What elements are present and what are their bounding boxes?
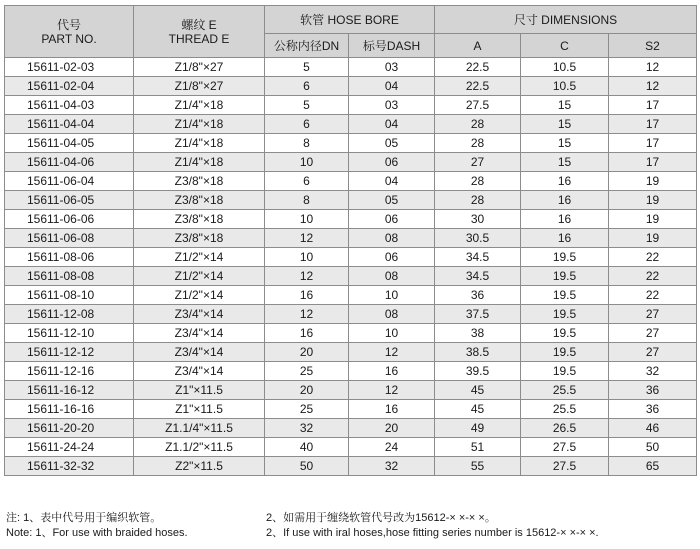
- dn-cell: 32: [265, 419, 349, 438]
- a-cell: 27: [435, 153, 521, 172]
- s2-cell: 19: [609, 229, 697, 248]
- header-dn: 公称内径DN: [265, 34, 349, 58]
- dn-cell: 25: [265, 362, 349, 381]
- part-no-cell: 15611-16-16: [5, 400, 134, 419]
- part-no-cell: 15611-02-04: [5, 77, 134, 96]
- dn-cell: 12: [265, 305, 349, 324]
- part-no-cell: 15611-06-06: [5, 210, 134, 229]
- s2-cell: 27: [609, 324, 697, 343]
- dn-cell: 6: [265, 115, 349, 134]
- part-no-cell: 15611-32-32: [5, 457, 134, 476]
- dn-cell: 5: [265, 96, 349, 115]
- table-row: [5, 229, 697, 248]
- table-row: [5, 324, 697, 343]
- part-no-cell: 15611-12-10: [5, 324, 134, 343]
- table-row: [5, 248, 697, 267]
- thread-cell: Z3/4"×14: [134, 324, 265, 343]
- header-a: A: [435, 34, 521, 58]
- dash-cell: 08: [349, 305, 435, 324]
- header-part-no-en: PART NO.: [41, 31, 97, 46]
- part-no-cell: 15611-12-12: [5, 343, 134, 362]
- part-no-cell: 15611-12-08: [5, 305, 134, 324]
- dn-cell: 10: [265, 210, 349, 229]
- dash-cell: 04: [349, 115, 435, 134]
- dn-cell: 16: [265, 324, 349, 343]
- c-cell: 15: [521, 115, 609, 134]
- dash-cell: 04: [349, 172, 435, 191]
- a-cell: 45: [435, 400, 521, 419]
- thread-cell: Z1/2"×14: [134, 267, 265, 286]
- thread-cell: Z3/8"×18: [134, 210, 265, 229]
- dn-cell: 5: [265, 58, 349, 77]
- dash-cell: 06: [349, 153, 435, 172]
- table-row: [5, 400, 697, 419]
- s2-cell: 12: [609, 58, 697, 77]
- c-cell: 25.5: [521, 381, 609, 400]
- thread-cell: Z1/8"×27: [134, 77, 265, 96]
- part-no-cell: 15611-12-16: [5, 362, 134, 381]
- table-row: [5, 153, 697, 172]
- header-dimensions: 尺寸 DIMENSIONS: [435, 6, 697, 34]
- s2-cell: 46: [609, 419, 697, 438]
- c-cell: 19.5: [521, 267, 609, 286]
- c-cell: 16: [521, 191, 609, 210]
- dash-cell: 20: [349, 419, 435, 438]
- c-cell: 27.5: [521, 438, 609, 457]
- dash-cell: 05: [349, 134, 435, 153]
- table-row: [5, 96, 697, 115]
- dash-cell: 04: [349, 77, 435, 96]
- header-hose-bore: 软管 HOSE BORE: [265, 6, 435, 34]
- a-cell: 30.5: [435, 229, 521, 248]
- table-body: [5, 58, 697, 476]
- header-dash: 标号DASH: [349, 34, 435, 58]
- c-cell: 19.5: [521, 343, 609, 362]
- s2-cell: 50: [609, 438, 697, 457]
- c-cell: 16: [521, 229, 609, 248]
- thread-cell: Z1/2"×14: [134, 286, 265, 305]
- dash-cell: 32: [349, 457, 435, 476]
- table-row: [5, 172, 697, 191]
- header-c: C: [521, 34, 609, 58]
- thread-cell: Z1/8"×27: [134, 58, 265, 77]
- s2-cell: 27: [609, 305, 697, 324]
- thread-cell: Z1/4"×18: [134, 115, 265, 134]
- dash-cell: 08: [349, 229, 435, 248]
- table-row: [5, 210, 697, 229]
- a-cell: 37.5: [435, 305, 521, 324]
- header-part-no-zh: 代号: [56, 17, 81, 32]
- header-thread: [134, 6, 265, 58]
- s2-cell: 19: [609, 172, 697, 191]
- s2-cell: 19: [609, 210, 697, 229]
- thread-cell: Z3/4"×14: [134, 305, 265, 324]
- table-row: [5, 305, 697, 324]
- notes-line-zh: [6, 511, 696, 526]
- table-row: [5, 286, 697, 305]
- a-cell: 27.5: [435, 96, 521, 115]
- header-part-no: [5, 6, 134, 58]
- dash-cell: 12: [349, 343, 435, 362]
- thread-cell: Z1/4"×18: [134, 153, 265, 172]
- s2-cell: 22: [609, 248, 697, 267]
- c-cell: 25.5: [521, 400, 609, 419]
- thread-cell: Z1/4"×18: [134, 96, 265, 115]
- dash-cell: 08: [349, 267, 435, 286]
- dn-cell: 40: [265, 438, 349, 457]
- a-cell: 49: [435, 419, 521, 438]
- a-cell: 36: [435, 286, 521, 305]
- s2-cell: 17: [609, 134, 697, 153]
- a-cell: 28: [435, 172, 521, 191]
- dash-cell: 06: [349, 248, 435, 267]
- thread-cell: Z1/2"×14: [134, 248, 265, 267]
- part-no-cell: 15611-06-05: [5, 191, 134, 210]
- part-no-cell: 15611-24-24: [5, 438, 134, 457]
- dash-cell: 24: [349, 438, 435, 457]
- thread-cell: Z2"×11.5: [134, 457, 265, 476]
- table-row: [5, 267, 697, 286]
- a-cell: 38.5: [435, 343, 521, 362]
- table-row: [5, 77, 697, 96]
- dn-cell: 10: [265, 248, 349, 267]
- dn-cell: 50: [265, 457, 349, 476]
- dn-cell: 20: [265, 381, 349, 400]
- c-cell: 15: [521, 153, 609, 172]
- a-cell: 39.5: [435, 362, 521, 381]
- table-row: [5, 362, 697, 381]
- thread-cell: Z1.1/2"×11.5: [134, 438, 265, 457]
- notes: [6, 511, 696, 541]
- dn-cell: 25: [265, 400, 349, 419]
- table-row: [5, 419, 697, 438]
- a-cell: 28: [435, 134, 521, 153]
- c-cell: 15: [521, 96, 609, 115]
- c-cell: 15: [521, 134, 609, 153]
- thread-cell: Z1"×11.5: [134, 400, 265, 419]
- dash-cell: 10: [349, 324, 435, 343]
- c-cell: 26.5: [521, 419, 609, 438]
- thread-cell: Z1"×11.5: [134, 381, 265, 400]
- a-cell: 28: [435, 115, 521, 134]
- dn-cell: 8: [265, 191, 349, 210]
- c-cell: 10.5: [521, 77, 609, 96]
- notes-line-en: [6, 526, 696, 541]
- thread-cell: Z3/4"×14: [134, 343, 265, 362]
- thread-cell: Z3/8"×18: [134, 172, 265, 191]
- a-cell: 34.5: [435, 267, 521, 286]
- header-s2: S2: [609, 34, 697, 58]
- part-no-cell: 15611-08-10: [5, 286, 134, 305]
- c-cell: 19.5: [521, 286, 609, 305]
- s2-cell: 17: [609, 96, 697, 115]
- a-cell: 30: [435, 210, 521, 229]
- table-row: [5, 343, 697, 362]
- dash-cell: 16: [349, 400, 435, 419]
- a-cell: 22.5: [435, 58, 521, 77]
- a-cell: 28: [435, 191, 521, 210]
- c-cell: 27.5: [521, 457, 609, 476]
- c-cell: 19.5: [521, 324, 609, 343]
- part-no-cell: 15611-06-08: [5, 229, 134, 248]
- s2-cell: 19: [609, 191, 697, 210]
- note-zh-2: 2、如需用于缠绕软管代号改为15612-× ×-× ×。: [266, 512, 496, 524]
- dn-cell: 20: [265, 343, 349, 362]
- note-en-2: 2、If use with iral hoses,hose fitting series number is 15612-× ×-× ×.: [266, 527, 599, 539]
- dn-cell: 8: [265, 134, 349, 153]
- s2-cell: 12: [609, 77, 697, 96]
- a-cell: 55: [435, 457, 521, 476]
- part-no-cell: 15611-02-03: [5, 58, 134, 77]
- dn-cell: 16: [265, 286, 349, 305]
- header-thread-zh: 螺纹 E: [181, 17, 217, 32]
- table-row: [5, 381, 697, 400]
- dash-cell: 03: [349, 58, 435, 77]
- a-cell: 34.5: [435, 248, 521, 267]
- part-no-cell: 15611-04-03: [5, 96, 134, 115]
- part-no-cell: 15611-08-06: [5, 248, 134, 267]
- table-header: [5, 6, 697, 58]
- dash-cell: 06: [349, 210, 435, 229]
- s2-cell: 65: [609, 457, 697, 476]
- s2-cell: 36: [609, 381, 697, 400]
- part-no-cell: 15611-04-05: [5, 134, 134, 153]
- thread-cell: Z1/4"×18: [134, 134, 265, 153]
- dash-cell: 12: [349, 381, 435, 400]
- part-no-cell: 15611-04-06: [5, 153, 134, 172]
- c-cell: 19.5: [521, 305, 609, 324]
- table-row: [5, 457, 697, 476]
- dn-cell: 12: [265, 229, 349, 248]
- header-thread-en: THREAD E: [168, 31, 230, 46]
- a-cell: 22.5: [435, 77, 521, 96]
- s2-cell: 22: [609, 286, 697, 305]
- s2-cell: 22: [609, 267, 697, 286]
- dn-cell: 12: [265, 267, 349, 286]
- c-cell: 16: [521, 172, 609, 191]
- table-row: [5, 134, 697, 153]
- c-cell: 16: [521, 210, 609, 229]
- part-no-cell: 15611-20-20: [5, 419, 134, 438]
- spec-table: [4, 5, 697, 476]
- dn-cell: 10: [265, 153, 349, 172]
- table-row: [5, 438, 697, 457]
- dash-cell: 10: [349, 286, 435, 305]
- part-no-cell: 15611-04-04: [5, 115, 134, 134]
- dn-cell: 6: [265, 172, 349, 191]
- dash-cell: 16: [349, 362, 435, 381]
- a-cell: 51: [435, 438, 521, 457]
- dash-cell: 05: [349, 191, 435, 210]
- s2-cell: 17: [609, 115, 697, 134]
- note-en-1: Note: 1、For use with braided hoses.: [6, 527, 188, 539]
- a-cell: 38: [435, 324, 521, 343]
- part-no-cell: 15611-16-12: [5, 381, 134, 400]
- a-cell: 45: [435, 381, 521, 400]
- s2-cell: 27: [609, 343, 697, 362]
- part-no-cell: 15611-08-08: [5, 267, 134, 286]
- thread-cell: Z3/8"×18: [134, 191, 265, 210]
- thread-cell: Z1.1/4"×11.5: [134, 419, 265, 438]
- s2-cell: 32: [609, 362, 697, 381]
- note-zh-1: 注: 1、表中代号用于编织软管。: [6, 512, 162, 524]
- c-cell: 10.5: [521, 58, 609, 77]
- part-no-cell: 15611-06-04: [5, 172, 134, 191]
- table-row: [5, 191, 697, 210]
- c-cell: 19.5: [521, 248, 609, 267]
- thread-cell: Z3/8"×18: [134, 229, 265, 248]
- c-cell: 19.5: [521, 362, 609, 381]
- s2-cell: 36: [609, 400, 697, 419]
- table-row: [5, 115, 697, 134]
- dash-cell: 03: [349, 96, 435, 115]
- thread-cell: Z3/4"×14: [134, 362, 265, 381]
- dn-cell: 6: [265, 77, 349, 96]
- s2-cell: 17: [609, 153, 697, 172]
- table-row: [5, 58, 697, 77]
